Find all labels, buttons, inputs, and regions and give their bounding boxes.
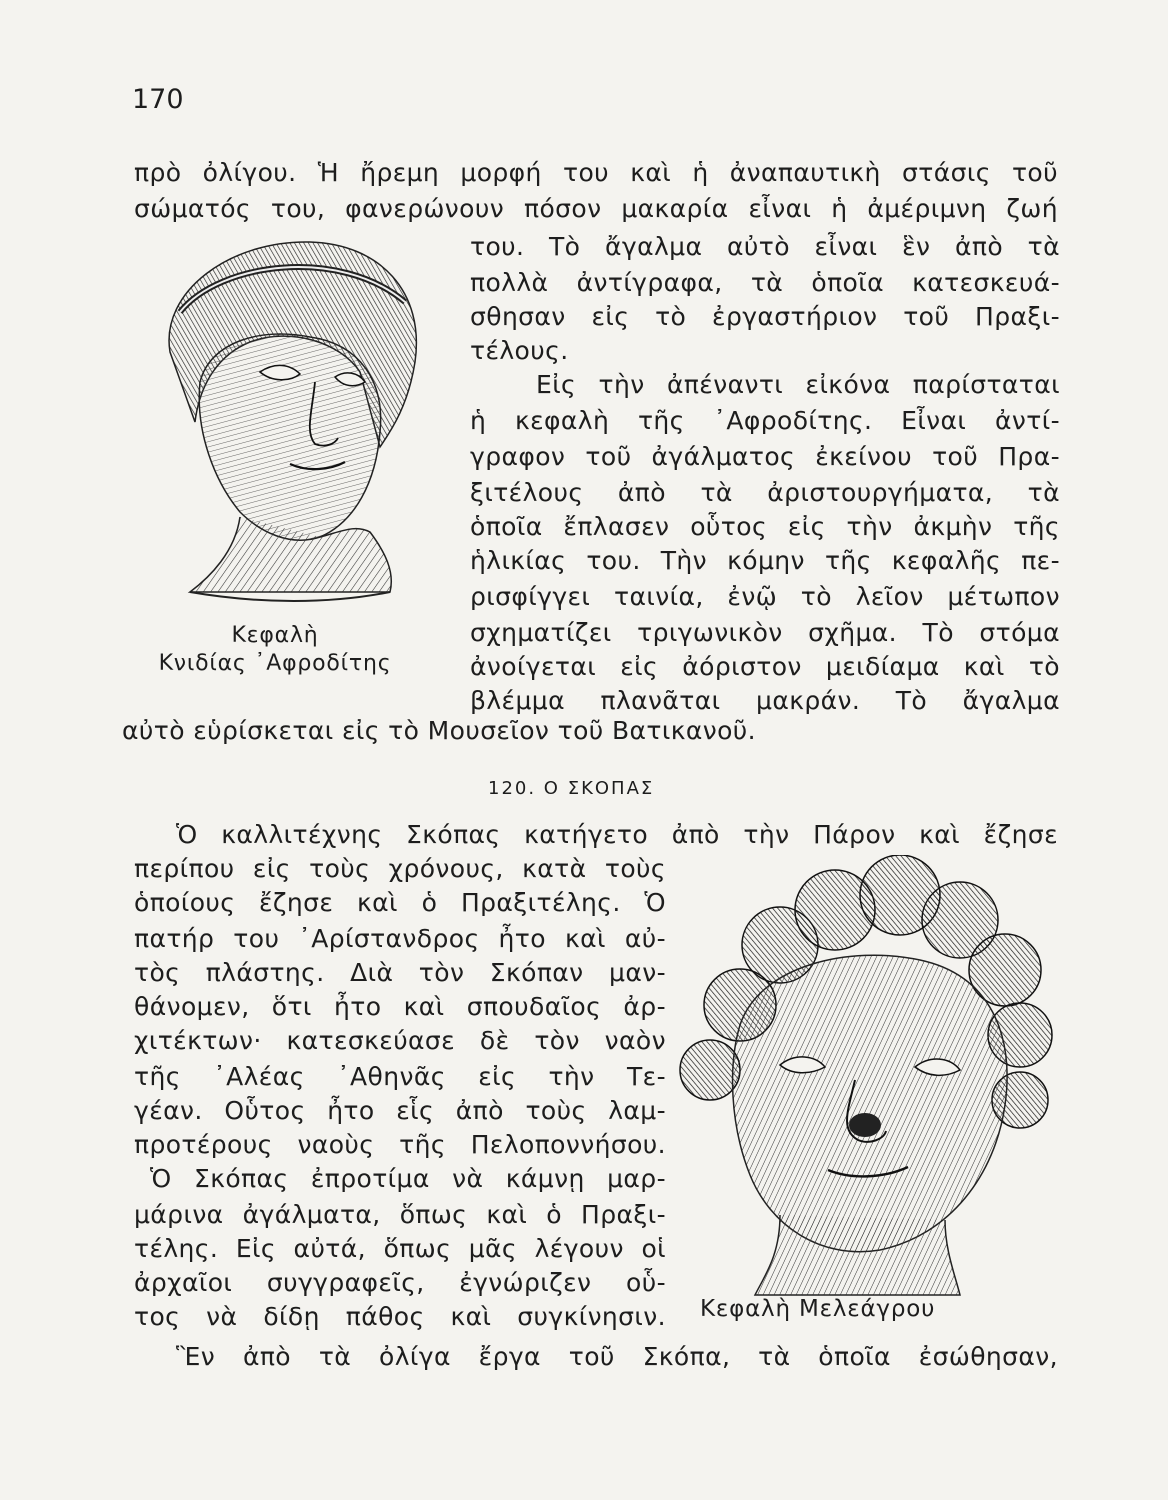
text-line: πρὸ ὀλίγου. Ἡ ἤρεμη μορφή του καὶ ἡ ἀναπαυτικὴ στάσις τοῦ: [134, 158, 1058, 187]
text-line: θάνομεν, ὅτι ἦτο καὶ σπουδαῖος ἀρ-: [134, 992, 666, 1021]
caption-line: Κνιδίας ᾿Αφροδίτης: [158, 650, 392, 676]
text-line: ἡλικίας του. Τὴν κόμην τῆς κεφαλῆς πε-: [470, 546, 1060, 575]
text-line: σχηματίζει τριγωνικὸν σχῆμα. Τὸ στόμα: [470, 618, 1060, 647]
text-line: ἡ κεφαλὴ τῆς ᾿Αφροδίτης. Εἶναι ἀντί-: [470, 406, 1060, 435]
text-line: πολλὰ ἀντίγραφα, τὰ ὁποῖα κατεσκευά-: [470, 268, 1060, 297]
page-number: 170: [132, 84, 184, 115]
text-line: τέλης. Εἰς αὐτά, ὅπως μᾶς λέγουν οἱ: [134, 1234, 666, 1263]
text-line: προτέρους ναοὺς τῆς Πελοποννήσου.: [134, 1130, 666, 1159]
text-line: μάρινα ἀγάλματα, ὅπως καὶ ὁ Πραξι-: [134, 1200, 666, 1229]
text-line: τὸς πλάστης. Διὰ τὸν Σκόπαν μαν-: [134, 958, 666, 987]
text-line: ὁποίους ἔζησε καὶ ὁ Πραξιτέλης. Ὁ: [134, 888, 666, 917]
text-line: Εἰς τὴν ἀπέναντι εἰκόνα παρίσταται: [536, 370, 1060, 399]
text-line: σώματός του, φανερώνουν πόσον μακαρία εἶναι ἡ ἀμέριμνη ζωή: [134, 194, 1058, 223]
text-line: ξιτέλους ἀπὸ τὰ ἀριστουργήματα, τὰ: [470, 478, 1060, 507]
meleager-head-image: [670, 855, 1060, 1300]
text-line: πατήρ του ᾿Αρίστανδρος ἦτο καὶ αὐ-: [134, 924, 666, 953]
text-line: τῆς ᾿Αλέας ᾿Αθηνᾶς εἰς τὴν Τε-: [134, 1062, 666, 1091]
meleager-caption: Κεφαλὴ Μελεάγρου: [700, 1296, 936, 1322]
text-line: γέαν. Οὗτος ἦτο εἷς ἀπὸ τοὺς λαμ-: [134, 1096, 666, 1125]
text-line: τέλους.: [470, 336, 569, 365]
text-line: χιτέκτων· κατεσκεύασε δὲ τὸν ναὸν: [134, 1026, 666, 1055]
text-line: αὐτὸ εὑρίσκεται εἰς τὸ Μουσεῖον τοῦ Βατικανοῦ.: [122, 716, 757, 745]
text-line: ἀρχαῖοι συγγραφεῖς, ἐγνώριζεν οὗ-: [134, 1268, 666, 1297]
caption-line: Κεφαλὴ: [231, 623, 319, 648]
text-line: ἀνοίγεται εἰς ἀόριστον μειδίαμα καὶ τὸ: [470, 652, 1060, 681]
aphrodite-caption: [130, 622, 420, 677]
text-line: βλέμμα πλανᾶται μακράν. Τὸ ἄγαλμα: [470, 686, 1060, 715]
text-line: περίπου εἰς τοὺς χρόνους, κατὰ τοὺς: [134, 854, 666, 883]
text-line: γραφον τοῦ ἀγάλματος ἐκείνου τοῦ Πρα-: [470, 442, 1060, 471]
text-line: Ὁ Σκόπας ἐπροτίμα νὰ κάμνῃ μαρ-: [150, 1164, 666, 1193]
text-line: Ὁ καλλιτέχνης Σκόπας κατήγετο ἀπὸ τὴν Πάρον καὶ ἔζησε: [176, 820, 1058, 849]
text-line: σθησαν εἰς τὸ ἐργαστήριον τοῦ Πραξι-: [470, 302, 1060, 331]
text-line: τος νὰ δίδῃ πάθος καὶ συγκίνησιν.: [134, 1302, 666, 1331]
text-line: ὁποῖα ἔπλασεν οὗτος εἰς τὴν ἀκμὴν τῆς: [470, 512, 1060, 541]
section-heading: 120. Ο ΣΚΟΠΑΣ: [488, 778, 655, 799]
aphrodite-head-image: [140, 232, 440, 612]
text-line: ρισφίγγει ταινία, ἐνῷ τὸ λεῖον μέτωπον: [470, 582, 1060, 611]
text-line: Ἓν ἀπὸ τὰ ὀλίγα ἔργα τοῦ Σκόπα, τὰ ὁποῖα ἐσώθησαν,: [176, 1342, 1058, 1371]
text-line: του. Τὸ ἄγαλμα αὐτὸ εἶναι ἓν ἀπὸ τὰ: [470, 232, 1060, 261]
